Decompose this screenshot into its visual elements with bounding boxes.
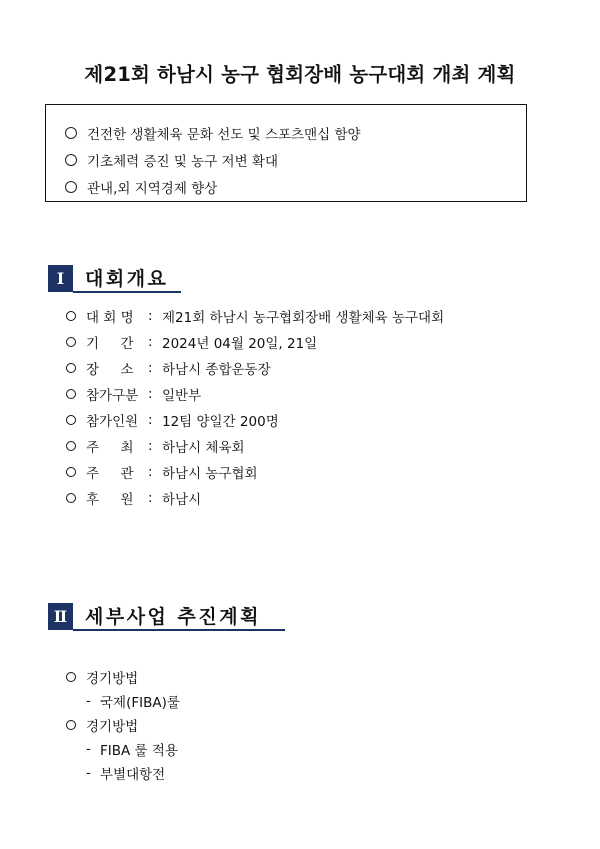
dash-bullet: - (86, 741, 91, 757)
overview-label: 기 간 (86, 336, 134, 352)
ring-bullet-icon (66, 337, 76, 347)
overview-value: 제21회 하남시 농구협회장배 생활체육 농구대회 (162, 310, 445, 326)
label-separator: : (148, 334, 153, 350)
overview-label: 장 소 (86, 362, 134, 378)
overview-item (66, 381, 444, 407)
ring-bullet-icon (66, 415, 76, 425)
section-title: 세부사업 추진계획 (85, 606, 261, 628)
purpose-text: 관내,외 지역경제 향상 (87, 180, 218, 197)
ring-bullet-icon (66, 389, 76, 399)
detail-item (66, 713, 180, 737)
purpose-text: 건전한 생활체육 문화 선도 및 스포츠맨십 함양 (87, 126, 361, 143)
overview-label: 참가구분 (86, 388, 139, 404)
overview-item (66, 355, 444, 381)
ring-bullet-icon (66, 672, 76, 682)
section-number-badge: Ⅰ (48, 265, 73, 292)
overview-value: 하남시 체육회 (162, 440, 245, 456)
detail-subitem (66, 761, 180, 785)
section-underline (73, 629, 285, 631)
label-separator: : (148, 360, 153, 376)
purpose-box (45, 104, 527, 202)
label-separator: : (148, 308, 153, 324)
detail-subitem-text: 국제(FIBA)룰 (100, 695, 180, 711)
overview-value: 하남시 종합운동장 (162, 362, 271, 378)
overview-label: 주 최 (86, 440, 134, 456)
overview-label: 주 관 (86, 466, 134, 482)
ring-bullet-icon (66, 363, 76, 373)
purpose-text: 기초체력 증진 및 농구 저변 확대 (87, 153, 278, 170)
detail-subitem (66, 737, 180, 761)
detail-subitem-text: 부별대항전 (100, 767, 166, 783)
overview-item (66, 459, 444, 485)
section-header-details (48, 602, 261, 630)
circle-bullet-icon (65, 154, 77, 166)
detail-list (66, 665, 180, 785)
overview-item (66, 303, 444, 329)
purpose-item (65, 146, 526, 173)
overview-item (66, 407, 444, 433)
detail-subitem (66, 689, 180, 713)
label-separator: : (148, 490, 153, 506)
ring-bullet-icon (66, 720, 76, 730)
label-separator: : (148, 464, 153, 480)
overview-value: 2024년 04월 20일, 21일 (162, 336, 318, 352)
label-separator: : (148, 412, 153, 428)
circle-bullet-icon (65, 127, 77, 139)
section-number-badge: Ⅱ (48, 603, 73, 630)
overview-value: 일반부 (162, 388, 202, 404)
document-title: 제21회 하남시 농구 협회장배 농구대회 개최 계획 (84, 63, 516, 86)
section-underline (73, 291, 181, 293)
detail-label: 경기방법 (86, 671, 139, 687)
overview-list (66, 303, 444, 511)
overview-label: 대 회 명 (86, 310, 134, 326)
ring-bullet-icon (66, 311, 76, 321)
overview-item (66, 329, 444, 355)
ring-bullet-icon (66, 441, 76, 451)
circle-bullet-icon (65, 181, 77, 193)
ring-bullet-icon (66, 493, 76, 503)
detail-label: 경기방법 (86, 719, 139, 735)
overview-label: 후 원 (86, 492, 134, 508)
dash-bullet: - (86, 765, 91, 781)
overview-value: 하남시 농구협회 (162, 466, 258, 482)
label-separator: : (148, 386, 153, 402)
overview-value: 12팀 양일간 200명 (162, 414, 279, 430)
detail-subitem-text: FIBA 룰 적용 (100, 743, 178, 759)
overview-item (66, 485, 444, 511)
section-header-overview (48, 264, 168, 292)
label-separator: : (148, 438, 153, 454)
purpose-item (65, 173, 526, 200)
purpose-item (65, 119, 526, 146)
section-title: 대회개요 (85, 268, 169, 290)
overview-label: 참가인원 (86, 414, 139, 430)
ring-bullet-icon (66, 467, 76, 477)
overview-item (66, 433, 444, 459)
overview-value: 하남시 (162, 492, 202, 508)
dash-bullet: - (86, 693, 91, 709)
detail-item (66, 665, 180, 689)
